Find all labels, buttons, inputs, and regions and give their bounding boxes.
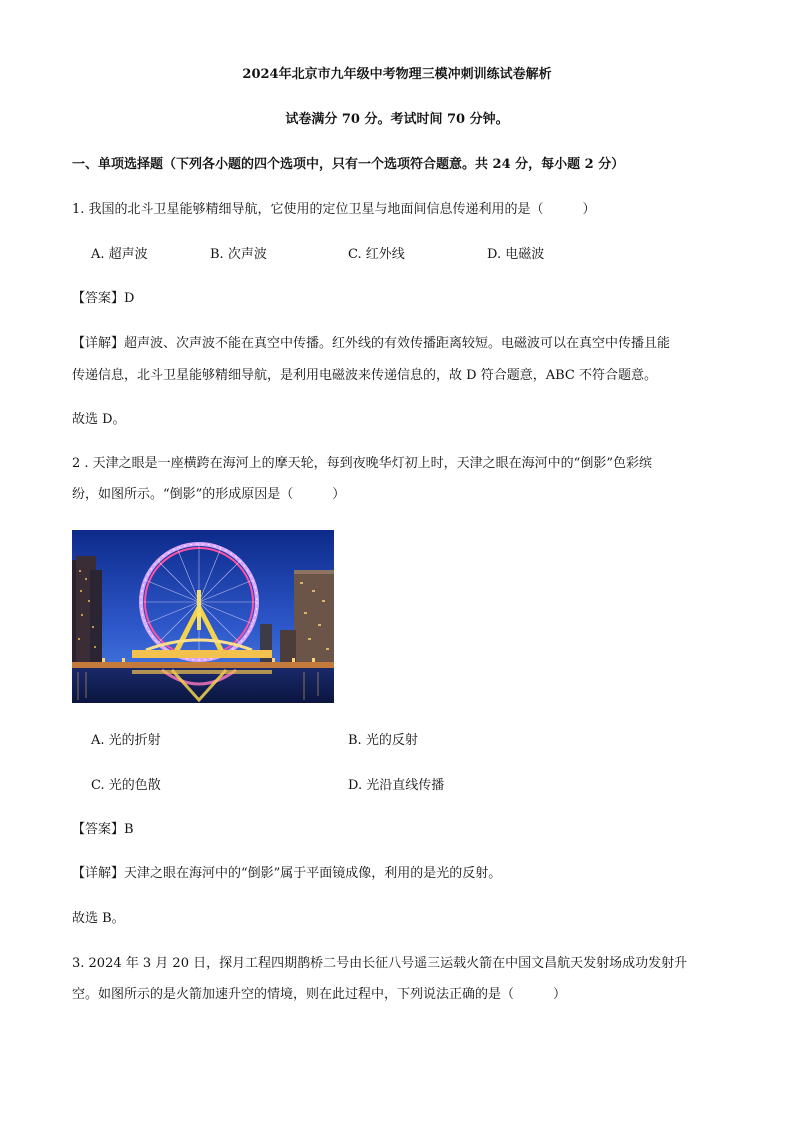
question-2-answer: 【答案】B	[72, 822, 134, 837]
question-1-detail-line-2: 传递信息，北斗卫星能够精细导航，是利用电磁波来传递信息的，故 D 符合题意，ABC 不符合题意。	[72, 368, 657, 383]
question-2-detail: 【详解】天津之眼在海河中的“倒影”属于平面镜成像，利用的是光的反射。	[72, 866, 502, 881]
ferris-wheel-photo	[72, 530, 334, 703]
exam-info: 试卷满分 70 分。考试时间 70 分钟。	[285, 112, 509, 127]
question-2-choice: 故选 B。	[72, 911, 125, 926]
question-2-option-b: B. 光的反射	[348, 733, 418, 748]
question-1-answer: 【答案】D	[72, 291, 135, 306]
question-1-option-c: C. 红外线	[348, 247, 405, 262]
question-2-option-a: A. 光的折射	[91, 733, 161, 748]
question-2-option-d: D. 光沿直线传播	[348, 778, 445, 793]
question-1-option-a: A. 超声波	[91, 247, 148, 262]
question-2-stem-line-2: 纷，如图所示。“倒影”的形成原因是（ ）	[72, 487, 346, 502]
section-heading: 一、单项选择题（下列各小题的四个选项中，只有一个选项符合题意。共 24 分，每小题 2 分）	[72, 157, 625, 172]
question-1-stem: 1. 我国的北斗卫星能够精细导航，它使用的定位卫星与地面间信息传递利用的是（ ）	[72, 202, 596, 217]
question-1-choice: 故选 D。	[72, 412, 126, 427]
question-2-stem-line-1: 2 . 天津之眼是一座横跨在海河上的摩天轮，每到夜晚华灯初上时，天津之眼在海河中的“倒影”色彩缤	[72, 456, 652, 471]
question-1-detail-line-1: 【详解】超声波、次声波不能在真空中传播。红外线的有效传播距离较短。电磁波可以在真空中传播且能	[72, 336, 671, 351]
question-3-stem-line-2: 空。如图所示的是火箭加速升空的情境，则在此过程中，下列说法正确的是（ ）	[72, 987, 567, 1002]
question-1-option-b: B. 次声波	[210, 247, 267, 262]
question-2-option-c: C. 光的色散	[91, 778, 161, 793]
question-1-option-d: D. 电磁波	[487, 247, 545, 262]
question-3-stem-line-1: 3. 2024 年 3 月 20 日，探月工程四期鹊桥二号由长征八号遥三运载火箭在中国文昌航天发射场成功发射升	[72, 956, 688, 971]
page-title: 2024年北京市九年级中考物理三模冲刺训练试卷解析	[242, 67, 552, 82]
